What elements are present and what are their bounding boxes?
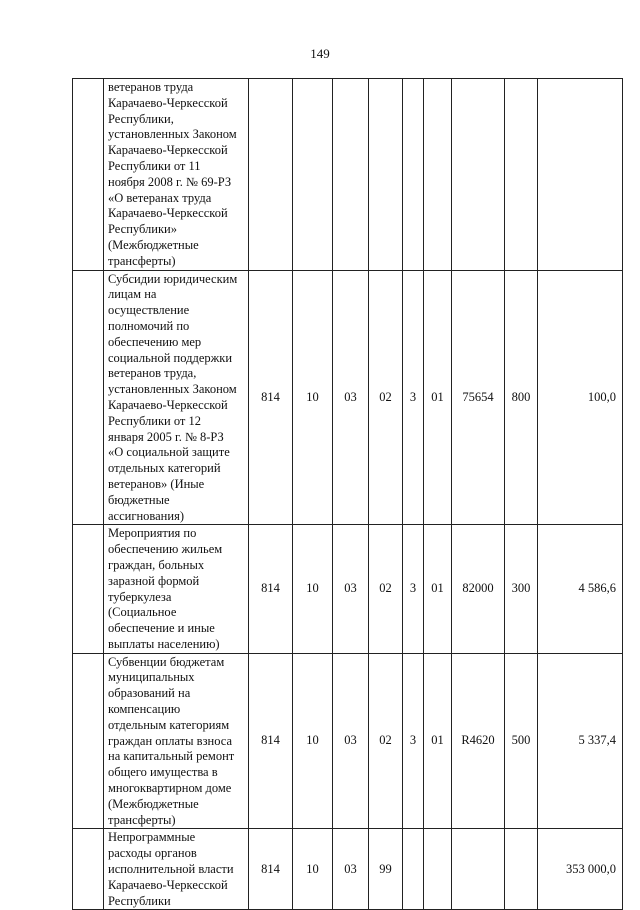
row-number-cell xyxy=(73,653,104,829)
direction-code-cell xyxy=(452,79,505,271)
program-code-cell xyxy=(369,79,403,271)
row-number-cell xyxy=(73,525,104,653)
measure-code-cell: 01 xyxy=(424,270,452,525)
page-number: 149 xyxy=(310,46,330,61)
subprogram-code-cell xyxy=(403,829,424,910)
amount-cell: 100,0 xyxy=(538,270,623,525)
table-row xyxy=(73,270,623,525)
expense-type-cell: 800 xyxy=(505,270,538,525)
subprogram-code-cell: 3 xyxy=(403,270,424,525)
measure-code-cell: 01 xyxy=(424,525,452,653)
ministry-code-cell: 814 xyxy=(249,270,293,525)
row-number-cell xyxy=(73,79,104,271)
measure-code-cell xyxy=(424,829,452,910)
expense-type-cell xyxy=(505,79,538,271)
subsection-code-cell xyxy=(333,79,369,271)
ministry-code-cell: 814 xyxy=(249,653,293,829)
amount-cell: 4 586,6 xyxy=(538,525,623,653)
description-cell: Субвенции бюджетам муниципальных образований на компенсацию отдельным категориям граждан оплаты взноса на капитальный ремонт общего имущества в многоквартирном доме (Межбюджетные трансферты) xyxy=(104,653,249,829)
direction-code-cell: 82000 xyxy=(452,525,505,653)
expense-type-cell xyxy=(505,829,538,910)
amount-cell: 5 337,4 xyxy=(538,653,623,829)
description-cell: Субсидии юридическим лицам на осуществление полномочий по обеспечению мер социальной поддержки ветеранов труда, установленных Законом Карачаево-Черкесской Республики от 12 января 2005 г. № 8-РЗ «О социальной защите отдельных категорий ветеранов» (Иные бюджетные ассигнования) xyxy=(104,270,249,525)
direction-code-cell xyxy=(452,829,505,910)
table-row xyxy=(73,525,623,653)
subsection-code-cell: 03 xyxy=(333,525,369,653)
section-code-cell xyxy=(293,79,333,271)
section-code-cell: 10 xyxy=(293,653,333,829)
ministry-code-cell xyxy=(249,79,293,271)
budget-table xyxy=(72,78,623,910)
program-code-cell: 02 xyxy=(369,653,403,829)
program-code-cell: 02 xyxy=(369,270,403,525)
section-code-cell: 10 xyxy=(293,270,333,525)
expense-type-cell: 500 xyxy=(505,653,538,829)
table-row xyxy=(73,79,623,271)
table-row xyxy=(73,829,623,910)
expense-type-cell: 300 xyxy=(505,525,538,653)
subprogram-code-cell: 3 xyxy=(403,653,424,829)
subprogram-code-cell: 3 xyxy=(403,525,424,653)
amount-cell xyxy=(538,79,623,271)
direction-code-cell: R4620 xyxy=(452,653,505,829)
row-number-cell xyxy=(73,829,104,910)
program-code-cell: 99 xyxy=(369,829,403,910)
ministry-code-cell: 814 xyxy=(249,525,293,653)
description-cell: Непрограммные расходы органов исполнительной власти Карачаево-Черкесской Республики xyxy=(104,829,249,910)
measure-code-cell xyxy=(424,79,452,271)
table-row xyxy=(73,653,623,829)
subsection-code-cell: 03 xyxy=(333,829,369,910)
row-number-cell xyxy=(73,270,104,525)
description-cell: Мероприятия по обеспечению жильем граждан, больных заразной формой туберкулеза (Социальное обеспечение и иные выплаты населению) xyxy=(104,525,249,653)
section-code-cell: 10 xyxy=(293,829,333,910)
subsection-code-cell: 03 xyxy=(333,653,369,829)
description-cell: ветеранов труда Карачаево-Черкесской Республики, установленных Законом Карачаево-Черкесской Республики от 11 ноября 2008 г. № 69-РЗ «О ветеранах труда Карачаево-Черкесской Республики» (Межбюджетные трансферты) xyxy=(104,79,249,271)
subsection-code-cell: 03 xyxy=(333,270,369,525)
section-code-cell: 10 xyxy=(293,525,333,653)
subprogram-code-cell xyxy=(403,79,424,271)
measure-code-cell: 01 xyxy=(424,653,452,829)
program-code-cell: 02 xyxy=(369,525,403,653)
direction-code-cell: 75654 xyxy=(452,270,505,525)
amount-cell: 353 000,0 xyxy=(538,829,623,910)
ministry-code-cell: 814 xyxy=(249,829,293,910)
